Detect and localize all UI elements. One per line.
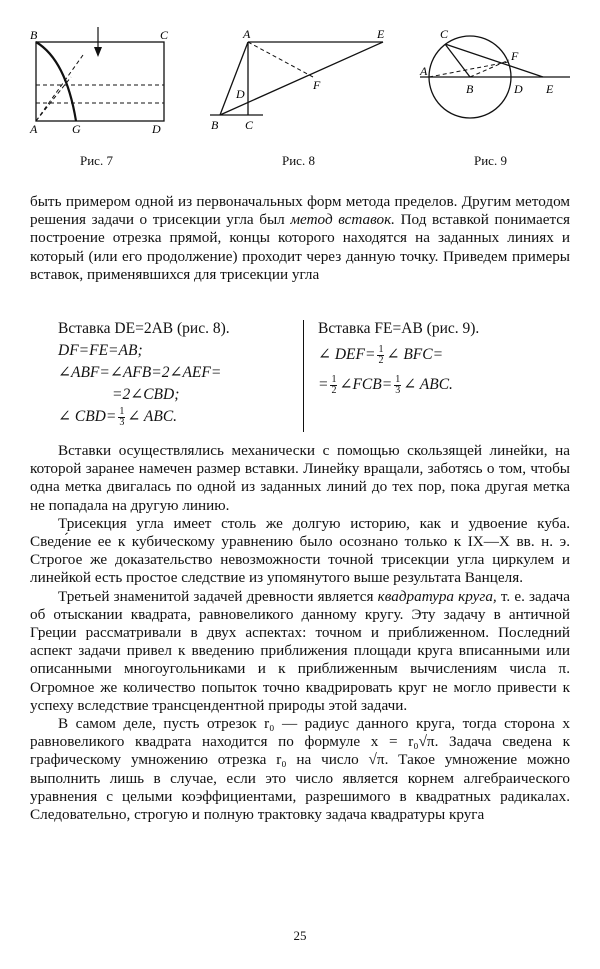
fraction-one-third-2: $\frac{1}{3}$ xyxy=(395,373,401,396)
figure-7-diagram xyxy=(28,25,178,135)
formula-left-line-3: ∠ABF=∠AFB=2∠AEF= xyxy=(58,364,222,381)
svg-text:B: B xyxy=(211,118,219,132)
svg-text:G: G xyxy=(72,122,81,135)
paragraph-1: быть примером одной из первоначальных форм метода пределов. Другим методом решения задачи о трисекции угла был метод вставок. Под вставкой понимается построение отрезка прямой, концы которого находятся на заданных линиях и который (или его продолжение) проходит через данную точку. Приведем примеры вставок, применявшихся для трисекции угла xyxy=(30,193,570,283)
figure-7 xyxy=(28,25,178,135)
svg-text:B: B xyxy=(30,28,38,42)
figure-9-caption: Рис. 9 xyxy=(474,153,507,168)
figure-8 xyxy=(205,25,395,135)
formula-right-line-1: Вставка FE=AB (рис. 9). xyxy=(318,320,480,337)
svg-text:E: E xyxy=(546,82,554,96)
svg-text:C: C xyxy=(245,118,254,132)
formula-left-line-4: =2∠CBD; xyxy=(112,386,180,403)
figure-7-caption: Рис. 7 xyxy=(80,153,113,168)
svg-text:B: B xyxy=(466,82,474,96)
body-text xyxy=(30,442,570,824)
formula-left-line-1: Вставка DE=2AB (рис. 8). xyxy=(58,320,230,337)
svg-text:D: D xyxy=(152,122,161,135)
paragraph-2: Вставки осуществлялись механически с помощью скользящей линейки, на которой заранее намечен размер вставки. Линейку вращали, заботясь о том, чтобы одна метка двигалась по одной из заданных линий до тех пор, пока другая метка не попадала на другую линию. xyxy=(30,442,570,514)
formula-divider xyxy=(303,320,304,432)
svg-text:F: F xyxy=(313,78,321,92)
paragraph-4: Третьей знаменитой задачей древности является квадратура круга, т. е. задача об отыскании квадрата, равновеликого данному кругу. Эту задачу в античной Греции рассматривали в двух аспектах: точном и приближенном. Последний аспект задачи привел к введению приближения площади круга вписанными или описанными многоугольниками и к приближенным вычислениям числа π. Огромное же количество попыток точно квадрировать круг не могло привести к успеху вследствие трансцендентной природы этой задачи. xyxy=(30,587,571,714)
svg-text:C: C xyxy=(160,28,169,42)
paragraph-3: Трисекция угла имеет столь же долгую историю, как и удвоение куба. Сведе́ние ее к кубическому уравнению было осознано только к IX—X вв. н. э. Строгое же доказательство невозможности точной трисекции угла циркулем и линейкой есть простое следствие из упомянутого выше результата Ванцеля. xyxy=(30,514,570,587)
svg-text:F: F xyxy=(511,49,519,63)
fraction-one-half: $\frac{1}{2}$ xyxy=(378,343,384,366)
svg-text:A: A xyxy=(243,27,251,41)
formula-left-line-5: ∠ CBD= $\frac{1}{3}$ ∠ ABC. xyxy=(58,405,178,428)
figure-9-diagram xyxy=(418,22,578,132)
formula-block xyxy=(30,318,570,438)
formula-right-line-2: ∠ DEF= $\frac{1}{2}$ ∠ BFC= xyxy=(318,343,444,366)
term-quadrature: квадратура круга, xyxy=(377,587,497,605)
formula-right-column xyxy=(318,318,479,400)
fraction-one-third: $\frac{1}{3}$ xyxy=(119,405,125,428)
paragraph-5: В самом деле, пусть отрезок r₀ — радиус данного круга, тогда сторона x равновеликого квадрата находится по формуле x = r₀√π. Задача сведена к графическому умножению отрезка r₀ на число √π. Такое умножение можно выполнить лишь в случае, если это число является корнем алгебраического уравнения с целыми коэффициентами, разрешимого в квадратных радикалах. Следовательно, строгую и полную трактовку задача квадратуры круга xyxy=(30,715,570,824)
svg-text:D: D xyxy=(236,87,245,101)
formula-right-line-3: = $\frac{1}{2}$ ∠FCB= $\frac{1}{3}$ ∠ ABC. xyxy=(318,373,453,396)
fraction-one-half-2: $\frac{1}{2}$ xyxy=(331,373,337,396)
svg-text:C: C xyxy=(440,27,449,41)
page-number: 25 xyxy=(293,928,307,943)
figure-8-diagram xyxy=(205,25,395,135)
svg-text:A: A xyxy=(30,122,38,135)
figure-9 xyxy=(418,22,578,132)
formula-left-column xyxy=(58,318,230,428)
svg-text:E: E xyxy=(377,27,385,41)
svg-text:A: A xyxy=(420,64,428,78)
svg-text:D: D xyxy=(514,82,523,96)
formula-left-line-2: DF=FE=AB; xyxy=(58,342,143,359)
term-insertion-method: метод вставок. xyxy=(290,211,395,229)
figure-8-caption: Рис. 8 xyxy=(282,153,315,168)
